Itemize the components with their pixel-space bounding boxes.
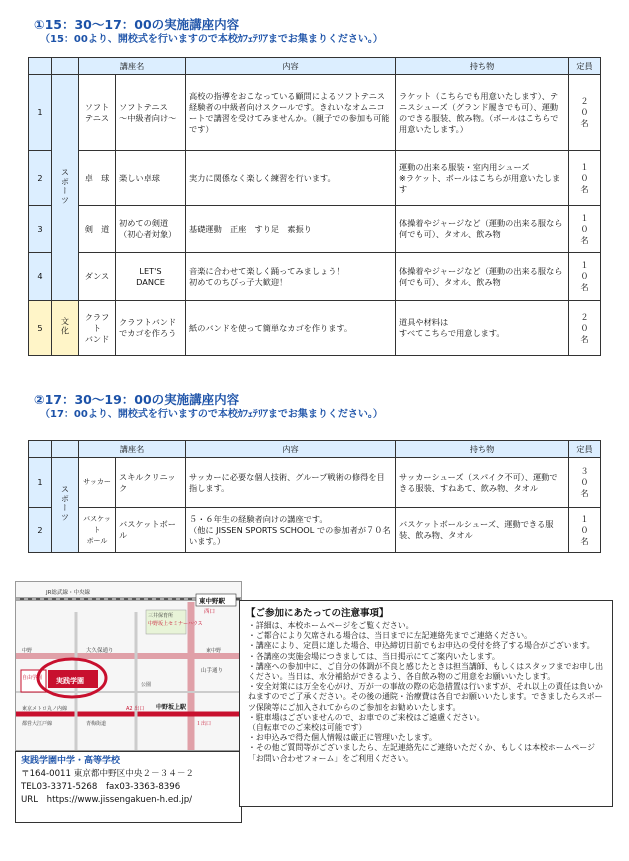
header-course: 講座名 — [79, 58, 186, 75]
map-label-jr: JR総武線・中央線 — [46, 590, 90, 596]
course-content: サッカーに必要な個人技術、グループ戦術の修得を目指します。 — [186, 458, 396, 508]
access-map — [15, 581, 242, 751]
list-item: ・講座により、定員に達した場合、申込締切日前でもお申込の受付を終了する場合がございます。 — [248, 641, 595, 651]
header-capacity: 定員 — [569, 58, 601, 75]
map-label-metro: 東京メトロ丸ノ内線 — [22, 706, 68, 712]
header-items: 持ち物 — [396, 441, 569, 458]
course-name: 初めての剣道 （初心者対象） — [116, 206, 186, 253]
address-box — [15, 751, 242, 823]
header-capacity: 定員 — [569, 441, 601, 458]
row-number: 5 — [29, 301, 52, 356]
course-sub: サッカー — [79, 458, 116, 508]
course-capacity: １０名 — [569, 206, 601, 253]
list-item: ・ご都合により欠席される場合は、当日までに左記連絡先までご連絡ください。 — [248, 631, 533, 641]
course-items: 体操着やジャージなど（運動の出来る服なら何でも可）、タオル、飲み物 — [396, 253, 569, 301]
course-name: LET'S DANCE — [116, 253, 186, 301]
course-name: クラフトバンドでカゴを作ろう — [116, 301, 186, 356]
row-number: 4 — [29, 253, 52, 301]
map-label-sakaue: 中野坂上駅 — [156, 704, 187, 711]
table-header — [29, 441, 601, 458]
course-content: ５・６年生の経験者向けの講座です。 （他に JISSEN SPORTS SCHOOL での参加者が７０名います。） — [186, 508, 396, 553]
list-item: （自転車でのご来校は可能です） — [248, 723, 367, 733]
course-sub: 剣 道 — [79, 206, 116, 253]
phone-fax: TEL03-3371-5268 fax03-3363-8396 — [21, 782, 181, 792]
header-course: 講座名 — [79, 441, 186, 458]
course-name: 楽しい卓球 — [116, 151, 186, 206]
header-items: 持ち物 — [396, 58, 569, 75]
postal-address: 〒164-0011 東京都中野区中央２－３４－２ — [21, 769, 195, 779]
course-items: バスケットボールシューズ、運動できる服装、飲み物、タオル — [396, 508, 569, 553]
course-items: 道具や材料は すべてこちらで用意します。 — [396, 301, 569, 356]
category-sports: スポーツ — [52, 75, 79, 301]
course-items: 体操着やジャージなど（運動の出来る服なら何でも可）、タオル、飲み物 — [396, 206, 569, 253]
map-label-yamate: 山手通り — [201, 668, 224, 674]
map-label-station: 東中野駅 — [199, 597, 225, 605]
list-item: ・その他ご質問等がございましたら、左記連絡先にご連絡いただくか、もしくは本校ホームページ「お問い合わせフォーム」をご利用ください。 — [248, 743, 596, 763]
section1-title: ①15：30～17：00の実施講座内容 — [34, 17, 240, 32]
table-row — [29, 206, 601, 253]
course-content: 紙のバンドを使って簡単なカゴを作ります。 — [186, 301, 396, 356]
row-number: 1 — [29, 75, 52, 151]
map-label-ome: 青梅街道 — [86, 721, 107, 727]
map-label-school: 実践学園 — [56, 677, 84, 685]
section1-table — [28, 57, 601, 356]
course-capacity: １０名 — [569, 508, 601, 553]
map-label-west-exit: 西口 — [204, 609, 216, 615]
section1-subtitle: （15：00より、開校式を行いますので本校ｶﾌｪﾃﾘｱまでお集まりください。） — [40, 34, 383, 45]
course-name: バスケットボール — [116, 508, 186, 553]
course-content: 高校の指導をおこなっている顧問によるソフトテニス経験者の中級者向けスクールです。きれいなオムニコートで講習を受けてみませんか。（親子での参加も可能です） — [186, 75, 396, 151]
header-content: 内容 — [186, 441, 396, 458]
map-label-seminar: 中野坂上セミナーハウス — [148, 621, 203, 627]
course-content: 基礎運動 正座 すり足 素振り — [186, 206, 396, 253]
map-label-jiyu: 自由学園 — [22, 675, 43, 681]
list-item: ・各講座の実施会場につきましては、当日掲示にてご案内いたします。 — [248, 651, 500, 661]
list-item: ・駐車場はございませんので、お車でのご来校はご遠慮ください。 — [248, 712, 485, 722]
course-sub: クラフト バンド — [79, 301, 116, 356]
section2-subtitle: （17：00より、開校式を行いますので本校ｶﾌｪﾃﾘｱまでお集まりください。） — [40, 409, 383, 420]
notes-title: 【ご参加にあたっての注意事項】 — [246, 608, 389, 619]
course-capacity: ２０名 — [569, 301, 601, 356]
table-row — [29, 508, 601, 553]
course-content: 実力に関係なく楽しく練習を行います。 — [186, 151, 396, 206]
map-label-park: 公園 — [141, 682, 152, 688]
course-sub: ソフト テニス — [79, 75, 116, 151]
category-culture: 文化 — [52, 301, 79, 356]
map-label-nakano: 中野 — [22, 648, 33, 654]
course-capacity: ３０名 — [569, 458, 601, 508]
table-row — [29, 253, 601, 301]
course-capacity: １０名 — [569, 151, 601, 206]
list-item: ・講座への参加中に、ご自分の体調が不良と感じたときは担当講師、もしくはスタッフまでお申し出ください。当日は、水分補給ができるよう、各自飲み物のご用意をお願いいたします。 — [248, 661, 604, 682]
row-number: 3 — [29, 206, 52, 253]
header-content: 内容 — [186, 58, 396, 75]
course-sub: バスケット ボール — [79, 508, 116, 553]
course-items: ラケット（こちらでも用意いたします）、テニスシューズ（グランド履きでも可）、運動のできる服装、飲み物。（ボールはこちらで用意いたします。） — [396, 75, 569, 151]
course-items: サッカーシューズ（スパイク不可）、運動できる服装、すねあて、飲み物、タオル — [396, 458, 569, 508]
website-url[interactable]: URL https://www.jissengakuen-h.ed.jp/ — [21, 795, 193, 805]
row-number: 2 — [29, 508, 52, 553]
list-item: ・お申込みで得た個人情報は厳正に管理いたします。 — [248, 733, 437, 743]
section2-title: ②17：30～19：00の実施講座内容 — [34, 392, 240, 407]
course-capacity: １０名 — [569, 253, 601, 301]
table-row — [29, 458, 601, 508]
course-content: 音楽に合わせて楽しく踊ってみましょう！ 初めてのちびっ子大歓迎！ — [186, 253, 396, 301]
category-sports: スポーツ — [52, 458, 79, 553]
map-label-oedo: 都営大江戸線 — [22, 721, 53, 727]
map-label-higashinakano: 東中野 — [206, 648, 222, 654]
table-header — [29, 58, 601, 75]
course-items: 運動の出来る服装・室内用シューズ ※ラケット、ボールはこちらが用意いたします — [396, 151, 569, 206]
course-name: スキルクリニック — [116, 458, 186, 508]
notes-box — [239, 600, 613, 807]
map-label-exit-a2: A2 出口 — [126, 706, 145, 712]
row-number: 2 — [29, 151, 52, 206]
course-sub: ダンス — [79, 253, 116, 301]
table-row — [29, 301, 601, 356]
map-label-exit-1: １出口 — [196, 721, 212, 727]
list-item: ・安全対策には万全を心がけ、万が一の事故の際の応急措置は行いますが、それ以上の責任は負いかねますのでご了承ください。その後の通院・治療費は各自でお願いいたします。できましたらスポーツ保険等にご加入されてからのご参加をお勧めいたします。 — [248, 682, 603, 712]
list-item: ・詳細は、本校ホームページをご覧ください。 — [248, 621, 414, 630]
map-label-sanwa: 三井保育所 — [148, 613, 174, 619]
section2-table — [28, 440, 601, 553]
map-drawing — [16, 582, 241, 750]
course-sub: 卓 球 — [79, 151, 116, 206]
table-row — [29, 75, 601, 151]
course-name: ソフトテニス ～中級者向け～ — [116, 75, 186, 151]
notes-list — [240, 621, 612, 764]
table-row — [29, 151, 601, 206]
map-label-okubo: 大久保通り — [86, 648, 114, 654]
row-number: 1 — [29, 458, 52, 508]
course-capacity: ２０名 — [569, 75, 601, 151]
school-name: 実践学園中学・高等学校 — [21, 756, 121, 766]
